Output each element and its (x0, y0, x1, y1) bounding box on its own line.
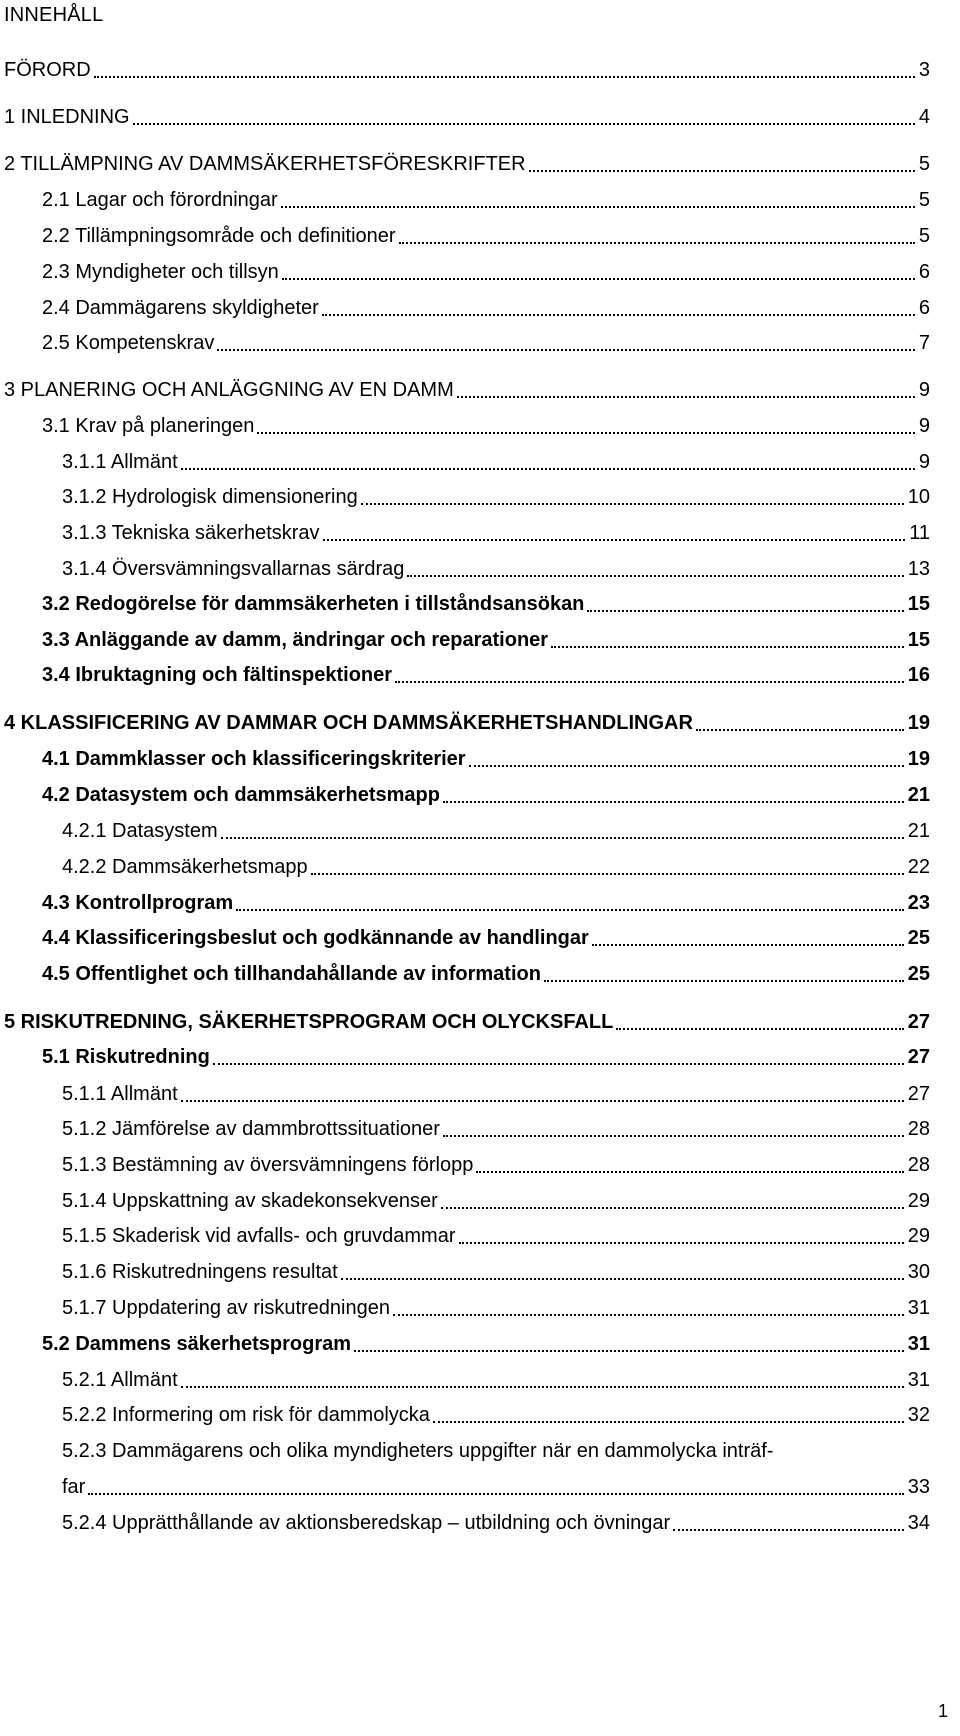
toc-entry[interactable] (4, 58, 930, 82)
toc-entry[interactable] (62, 1475, 930, 1499)
leader-dots (443, 801, 904, 803)
toc-entry[interactable] (62, 1082, 930, 1106)
leader-dots (282, 278, 915, 280)
toc-entry-label: 5.2.4 Upprätthållande av aktionsberedskap – utbildning och övningar (62, 1512, 671, 1534)
toc-entry-label: 5.2.1 Allmänt (62, 1369, 178, 1391)
toc-entry[interactable] (62, 1511, 930, 1535)
leader-dots (354, 1350, 904, 1352)
toc-page-number: 25 (907, 927, 930, 949)
leader-dots (616, 1028, 903, 1030)
page-title: INNEHÅLL (4, 4, 104, 26)
toc-entry[interactable] (42, 188, 930, 212)
toc-page-number: 5 (918, 225, 930, 247)
toc-entry-label: 5.1 Riskutredning (42, 1046, 210, 1068)
toc-page-number: 31 (907, 1333, 930, 1355)
toc-entry[interactable] (62, 485, 930, 509)
toc-entry-label: 2.4 Dammägarens skyldigheter (42, 297, 319, 319)
toc-entry-label: 3.1 Krav på planeringen (42, 415, 255, 437)
toc-entry-label: 4.2.1 Datasystem (62, 820, 218, 842)
toc-entry-label: 3.1.2 Hydrologisk dimensionering (62, 486, 358, 508)
leader-dots (443, 1135, 904, 1137)
toc-entry-label: 4.2 Datasystem och dammsäkerhetsmapp (42, 784, 440, 806)
toc-entry[interactable] (62, 450, 930, 474)
toc-entry-label: 5.1.3 Bestämning av översvämningens förlopp (62, 1154, 474, 1176)
toc-entry-label: 5.1.6 Riskutredningens resultat (62, 1261, 338, 1283)
toc-entry[interactable] (4, 378, 930, 402)
toc-entry-label: 2 TILLÄMPNING AV DAMMSÄKERHETSFÖRESKRIFTER (4, 153, 526, 175)
toc-page-number: 3 (918, 59, 930, 81)
toc-entry[interactable] (4, 152, 930, 176)
toc-page-number: 29 (907, 1225, 930, 1247)
toc-page-number: 5 (918, 153, 930, 175)
leader-dots (88, 1493, 903, 1495)
toc-page-number: 19 (907, 748, 930, 770)
toc-entry[interactable] (42, 224, 930, 248)
leader-dots (322, 314, 915, 316)
toc-entry-label: 5 RISKUTREDNING, SÄKERHETSPROGRAM OCH OLYCKSFALL (4, 1011, 614, 1033)
toc-page-number: 15 (907, 593, 930, 615)
toc-page-number: 21 (907, 820, 930, 842)
toc-entry-label: 4.4 Klassificeringsbeslut och godkännande av handlingar (42, 927, 589, 949)
toc-entry[interactable] (4, 1010, 930, 1034)
leader-dots (217, 349, 915, 351)
toc-page-number: 10 (907, 486, 930, 508)
leader-dots (551, 646, 904, 648)
leader-dots (181, 1100, 904, 1102)
toc-entry-label: 5.1.2 Jämförelse av dammbrottssituationer (62, 1118, 440, 1140)
leader-dots (544, 980, 904, 982)
leader-dots (361, 503, 904, 505)
toc-entry-label: 2.5 Kompetenskrav (42, 332, 215, 354)
toc-page-number: 19 (907, 712, 930, 734)
page-number: 1 (937, 1701, 948, 1721)
toc-entry[interactable] (42, 747, 930, 771)
toc-page-number: 30 (907, 1261, 930, 1283)
toc-entry[interactable] (4, 105, 930, 129)
toc-page-number: 21 (907, 784, 930, 806)
toc-entry[interactable] (4, 711, 930, 735)
toc-entry-label: 4.2.2 Dammsäkerhetsmapp (62, 856, 308, 878)
toc-entry-label: 2.3 Myndigheter och tillsyn (42, 261, 279, 283)
toc-entry[interactable] (62, 819, 930, 843)
toc-entry[interactable] (42, 663, 930, 687)
toc-page-number: 9 (918, 451, 930, 473)
toc-entry[interactable] (42, 891, 930, 915)
leader-dots (407, 575, 903, 577)
toc-page-number: 33 (907, 1476, 930, 1498)
toc-entry-label: 3.1.3 Tekniska säkerhetskrav (62, 522, 320, 544)
toc-entry-label: 2.2 Tillämpningsområde och definitioner (42, 225, 396, 247)
toc-entry-label: 5.1.7 Uppdatering av riskutredningen (62, 1297, 390, 1319)
leader-dots (181, 468, 915, 470)
leader-dots (469, 765, 904, 767)
toc-entry-label: 5.2.2 Informering om risk för dammolycka (62, 1404, 430, 1426)
toc-entry-label: 3.2 Redogörelse för dammsäkerheten i tillståndsansökan (42, 593, 585, 615)
leader-dots (281, 206, 915, 208)
toc-entry-label: 5.2 Dammens säkerhetsprogram (42, 1333, 352, 1355)
toc-page-number: 13 (907, 558, 930, 580)
toc-page-number: 32 (907, 1404, 930, 1426)
toc-page-number: 28 (907, 1154, 930, 1176)
leader-dots (393, 1314, 904, 1316)
toc-entry[interactable] (62, 1368, 930, 1392)
leader-dots (457, 396, 915, 398)
leader-dots (257, 432, 915, 434)
toc-page-number: 9 (918, 415, 930, 437)
leader-dots (673, 1529, 904, 1531)
toc-entry[interactable] (62, 521, 930, 545)
toc-entry[interactable] (42, 296, 930, 320)
leader-dots (311, 873, 904, 875)
toc-entry[interactable] (42, 962, 930, 986)
leader-dots (441, 1207, 904, 1209)
toc-page-number: 15 (907, 629, 930, 651)
toc-entry[interactable] (62, 1403, 930, 1427)
toc-entry[interactable] (42, 414, 930, 438)
leader-dots (323, 539, 906, 541)
leader-dots (529, 170, 915, 172)
toc-entry-label: 3 PLANERING OCH ANLÄGGNING AV EN DAMM (4, 379, 454, 401)
toc-page-number: 31 (907, 1297, 930, 1319)
toc-page-number: 31 (907, 1369, 930, 1391)
toc-entry[interactable] (62, 557, 930, 581)
leader-dots (696, 729, 904, 731)
toc-entry[interactable] (42, 783, 930, 807)
toc-page-number: 6 (918, 261, 930, 283)
toc-entry-label: 3.1.4 Översvämningsvallarnas särdrag (62, 558, 405, 580)
toc-entry-label: 5.1.1 Allmänt (62, 1083, 178, 1105)
leader-dots (399, 242, 915, 244)
toc-page-number: 11 (909, 522, 930, 544)
toc-entry-label: 1 INLEDNING (4, 106, 130, 128)
toc-page-number: 9 (918, 379, 930, 401)
toc-page-number: 22 (907, 856, 930, 878)
toc-entry[interactable] (42, 1332, 930, 1356)
toc-page-number: 27 (907, 1046, 930, 1068)
toc-entry[interactable] (62, 1296, 930, 1320)
leader-dots (476, 1171, 903, 1173)
toc-entry[interactable] (62, 1117, 930, 1141)
toc-entry-label: 5.1.4 Uppskattning av skadekonsekvenser (62, 1190, 438, 1212)
toc-page-number: 23 (907, 892, 930, 914)
toc-entry-label: 5.1.5 Skaderisk vid avfalls- och gruvdammar (62, 1225, 456, 1247)
toc-page-number: 34 (907, 1512, 930, 1534)
leader-dots (395, 681, 904, 683)
toc-entry-label: 3.3 Anläggande av damm, ändringar och reparationer (42, 629, 549, 651)
toc-entry-label: 4.3 Kontrollprogram (42, 892, 234, 914)
toc-entry[interactable] (62, 855, 930, 879)
toc-page-number: 27 (907, 1011, 930, 1033)
toc-entry[interactable] (42, 260, 930, 284)
toc-entry[interactable] (62, 1189, 930, 1213)
toc-entry-label: 4 KLASSIFICERING AV DAMMAR OCH DAMMSÄKERHETSHANDLINGAR (4, 712, 693, 734)
toc-page-number: 7 (918, 332, 930, 354)
toc-entry-label: 2.1 Lagar och förordningar (42, 189, 278, 211)
toc-page-number: 28 (907, 1118, 930, 1140)
toc-entry[interactable] (62, 1224, 930, 1248)
leader-dots (133, 123, 915, 125)
leader-dots (236, 909, 904, 911)
leader-dots (341, 1278, 904, 1280)
toc-entry-label: 5.2.3 Dammägarens och olika myndigheters uppgifter när en dammolycka inträf- (62, 1440, 774, 1462)
toc-entry[interactable] (42, 592, 930, 616)
toc-entry[interactable] (42, 628, 930, 652)
leader-dots (433, 1421, 904, 1423)
toc-page-number: 27 (907, 1083, 930, 1105)
leader-dots (181, 1386, 904, 1388)
leader-dots (94, 76, 915, 78)
toc-entry[interactable] (42, 1045, 930, 1069)
toc-entry[interactable] (42, 926, 930, 950)
toc-entry-label: 4.5 Offentlighet och tillhandahållande av information (42, 963, 541, 985)
toc-page-number: 25 (907, 963, 930, 985)
toc-entry-label: far (62, 1476, 86, 1498)
leader-dots (587, 610, 903, 612)
toc-page-number: 5 (918, 189, 930, 211)
toc-entry-label: 4.1 Dammklasser och klassificeringskriterier (42, 748, 466, 770)
leader-dots (592, 944, 904, 946)
toc-entry-label: 3.4 Ibruktagning och fältinspektioner (42, 664, 393, 686)
leader-dots (213, 1063, 904, 1065)
leader-dots (221, 837, 904, 839)
toc-page-number: 6 (918, 297, 930, 319)
toc-entry-label: FÖRORD (4, 59, 91, 81)
toc-entry[interactable] (62, 1260, 930, 1284)
leader-dots (459, 1242, 904, 1244)
toc-page-number: 16 (907, 664, 930, 686)
toc-entry[interactable] (42, 331, 930, 355)
toc-entry[interactable] (62, 1153, 930, 1177)
toc-page-number: 4 (918, 106, 930, 128)
toc-entry-label: 3.1.1 Allmänt (62, 451, 178, 473)
toc-page-number: 29 (907, 1190, 930, 1212)
